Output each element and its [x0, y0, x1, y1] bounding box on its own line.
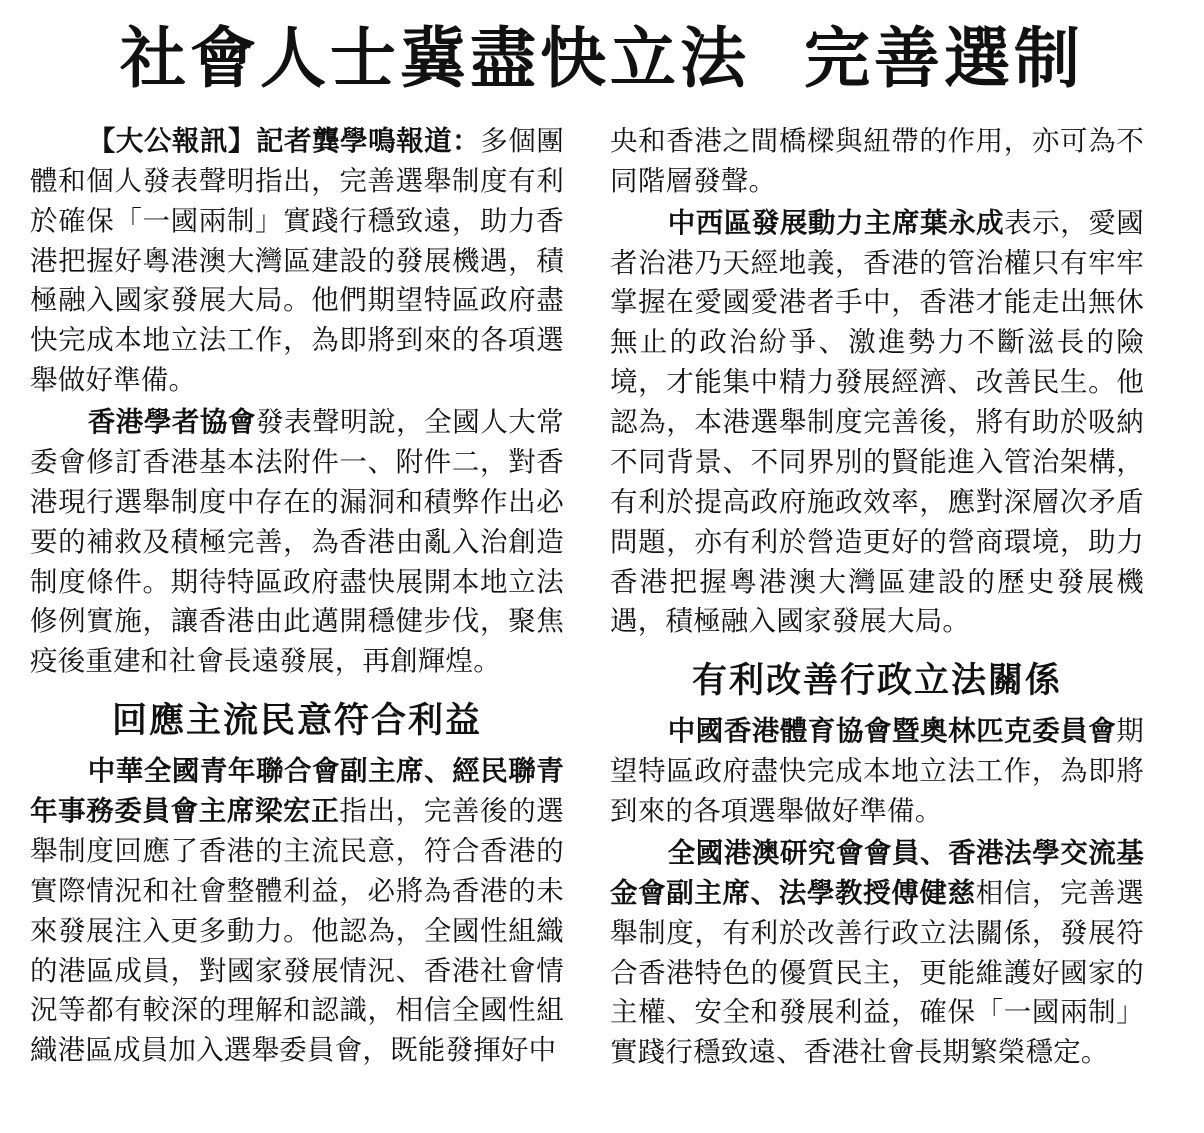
section-subheading: 回應主流民意符合利益 — [111, 700, 482, 742]
section-subheading: 有利改善行政立法關係 — [691, 660, 1062, 702]
article-columns — [30, 122, 1174, 1075]
paragraph — [610, 122, 1144, 202]
paragraph-lead: 【大公報訊】記者龔學鳴報道： — [87, 124, 481, 157]
paragraph-body: 表示，愛國者治港乃天經地義，香港的管治權只有牢牢掌握在愛國愛港者手中，香港才能走出無休無止的政治紛爭、激進勢力不斷滋長的險境，才能集中精力發展經濟、改善民生。他認為，本港選舉制度完善後，將有助於吸納不同背景、不同界別的賢能進入管治架構，有利於提高政府施政效率，應對深層次矛盾問題，亦有利於營造更好的營商環境，助力香港把握粵港澳大灣區建設的歷史發展機遇，積極融入國家發展大局。 — [610, 206, 1145, 638]
right-column — [610, 122, 1144, 1075]
paragraph-body: 指出，完善後的選舉制度回應了香港的主流民意，符合香港的實際情況和社會整體利益，必將為香港的未來發展注入更多動力。他認為，全國性組織的港區成員，對國家發展情況、香港社會情況等都有較深的理解和認識，相信全國性組織港區成員加入選舉委員會，既能發揮好中 — [30, 795, 564, 1067]
paragraph-lead: 中華全國青年聯合會副主席、經民聯青年事務委員會主席梁宏正 — [30, 755, 564, 828]
paragraph-lead: 香港學者協會 — [87, 406, 256, 439]
paragraph-lead: 中西區發展動力主席葉永成 — [667, 206, 1005, 239]
paragraph — [30, 403, 564, 682]
paragraph-lead: 中國香港體育協會暨奧林匹克委員會 — [667, 715, 1117, 748]
paragraph — [610, 712, 1144, 832]
paragraph-body: 期望特區政府盡快完成本地立法工作，為即將到來的各項選舉做好準備。 — [610, 715, 1144, 828]
paragraph-body: 央和香港之間橋樑與紐帶的作用，亦可為不同階層發聲。 — [610, 124, 1144, 197]
paragraph-lead: 全國港澳研究會會員、香港法學交流基金會副主席、法學教授傅健慈 — [610, 836, 1144, 909]
paragraph — [610, 204, 1144, 643]
paragraph — [30, 752, 564, 1071]
paragraph — [30, 122, 564, 401]
left-column — [30, 122, 564, 1073]
paragraph-body: 多個團體和個人發表聲明指出，完善選舉制度有利於確保「一國兩制」實踐行穩致遠，助力香港把握好粵港澳大灣區建設的發展機遇，積極融入國家發展大局。他們期望特區政府盡快完成本地立法工作，為即將到來的各項選舉做好準備。 — [30, 124, 564, 397]
paragraph — [610, 834, 1144, 1073]
paragraph-body: 發表聲明說，全國人大常委會修訂香港基本法附件一、附件二，對香港現行選舉制度中存在的漏洞和積弊作出必要的補救及積極完善，為香港由亂入治創造制度條件。期待特區政府盡快展開本地立法修例實施，讓香港由此邁開穩健步伐，聚焦疫後重建和社會長遠發展，再創輝煌。 — [30, 406, 565, 678]
paragraph-body: 相信，完善選舉制度，有利於改善行政立法關係，發展符合香港特色的優質民主，更能維護好國家的主權、安全和發展利益，確保「一國兩制」實踐行穩致遠、香港社會長期繁榮穩定。 — [610, 876, 1144, 1069]
page-title: 社會人士冀盡快立法 完善選制 — [120, 19, 1084, 97]
